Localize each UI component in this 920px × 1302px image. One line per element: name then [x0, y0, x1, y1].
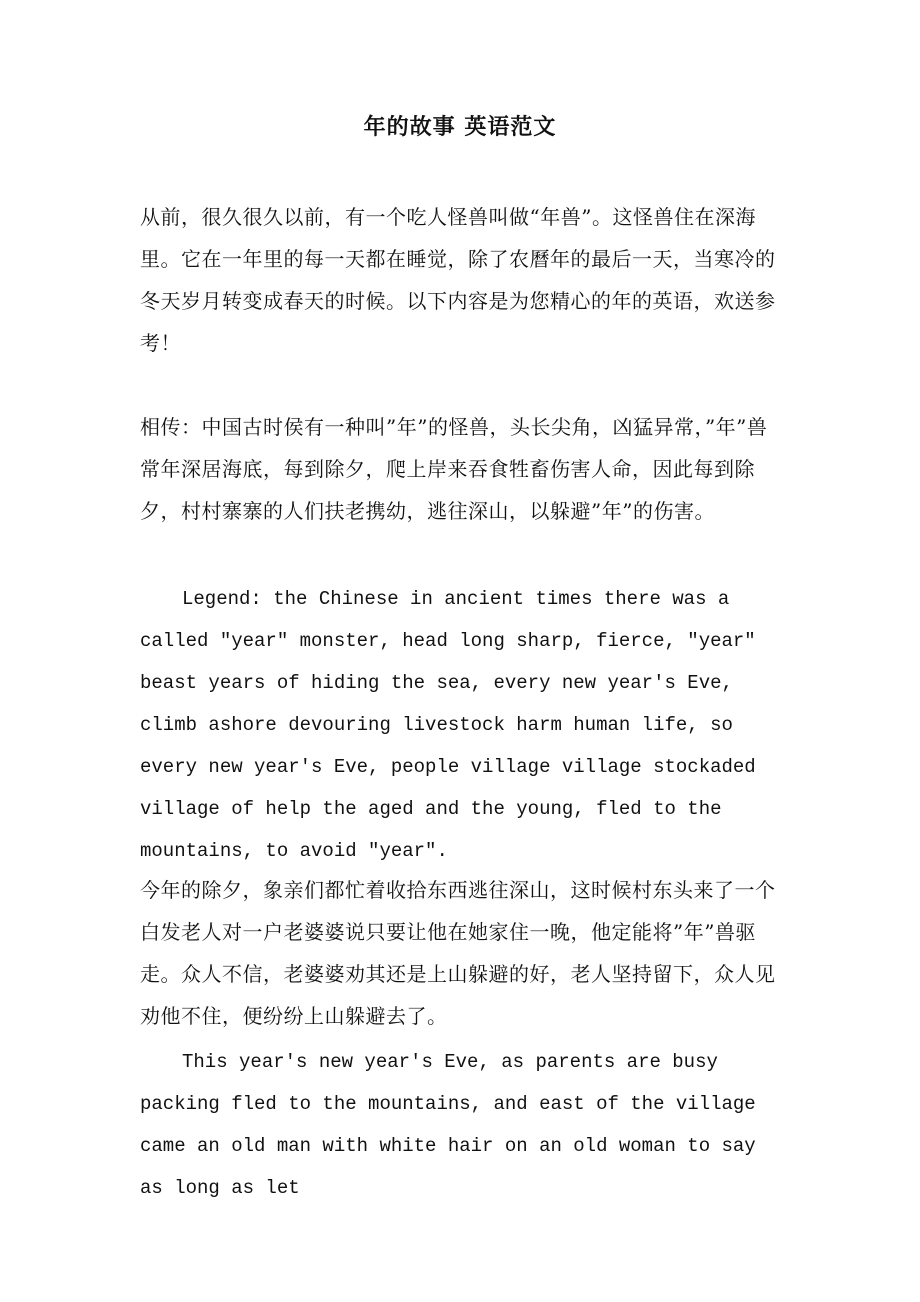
paragraph-legend-chinese: 相传：中国古时侯有一种叫”年”的怪兽，头长尖角，凶猛异常，”年”兽常年深居海底，每到除夕，爬上岸来吞食牲畜伤害人命，因此每到除夕，村村寨寨的人们扶老携幼，逃往深山，以躲避”年”的伤害。 — [140, 415, 768, 523]
document-title: 年的故事 英语范文 — [363, 115, 557, 140]
paragraph-new-years-eve-english: This year's new year's Eve, as parents are busy packing fled to the mountains, and east of the village came an old man with white hair on an old woman to say as long as let — [140, 1051, 756, 1199]
paragraph-new-years-eve-chinese: 今年的除夕，象亲们都忙着收拾东西逃往深山，这时候村东头来了一个白发老人对一户老婆婆说只要让他在她家住一晚，他定能将”年”兽驱走。众人不信，老婆婆劝其还是上山躲避的好，老人坚持留下，众人见劝他不住，便纷纷上山躲避去了。 — [140, 878, 776, 1028]
paragraph-intro: 从前，很久很久以前，有一个吃人怪兽叫做“年兽”。这怪兽住在深海里。它在一年里的每一天都在睡觉，除了农曆年的最后一天，当寒冷的冬天岁月转变成春天的时候。以下内容是为您精心的年的英语，欢送参考！ — [140, 205, 776, 355]
paragraph-legend-english: Legend: the Chinese in ancient times there was a called "year" monster, head long sharp, fierce, "year" beast years of hiding the sea, every new year's Eve, climb ashore devouring livestock harm human life, so every new year's Eve, people village village stockaded village of help the aged and the young, fled to the mountains, to avoid "year". — [140, 588, 756, 862]
